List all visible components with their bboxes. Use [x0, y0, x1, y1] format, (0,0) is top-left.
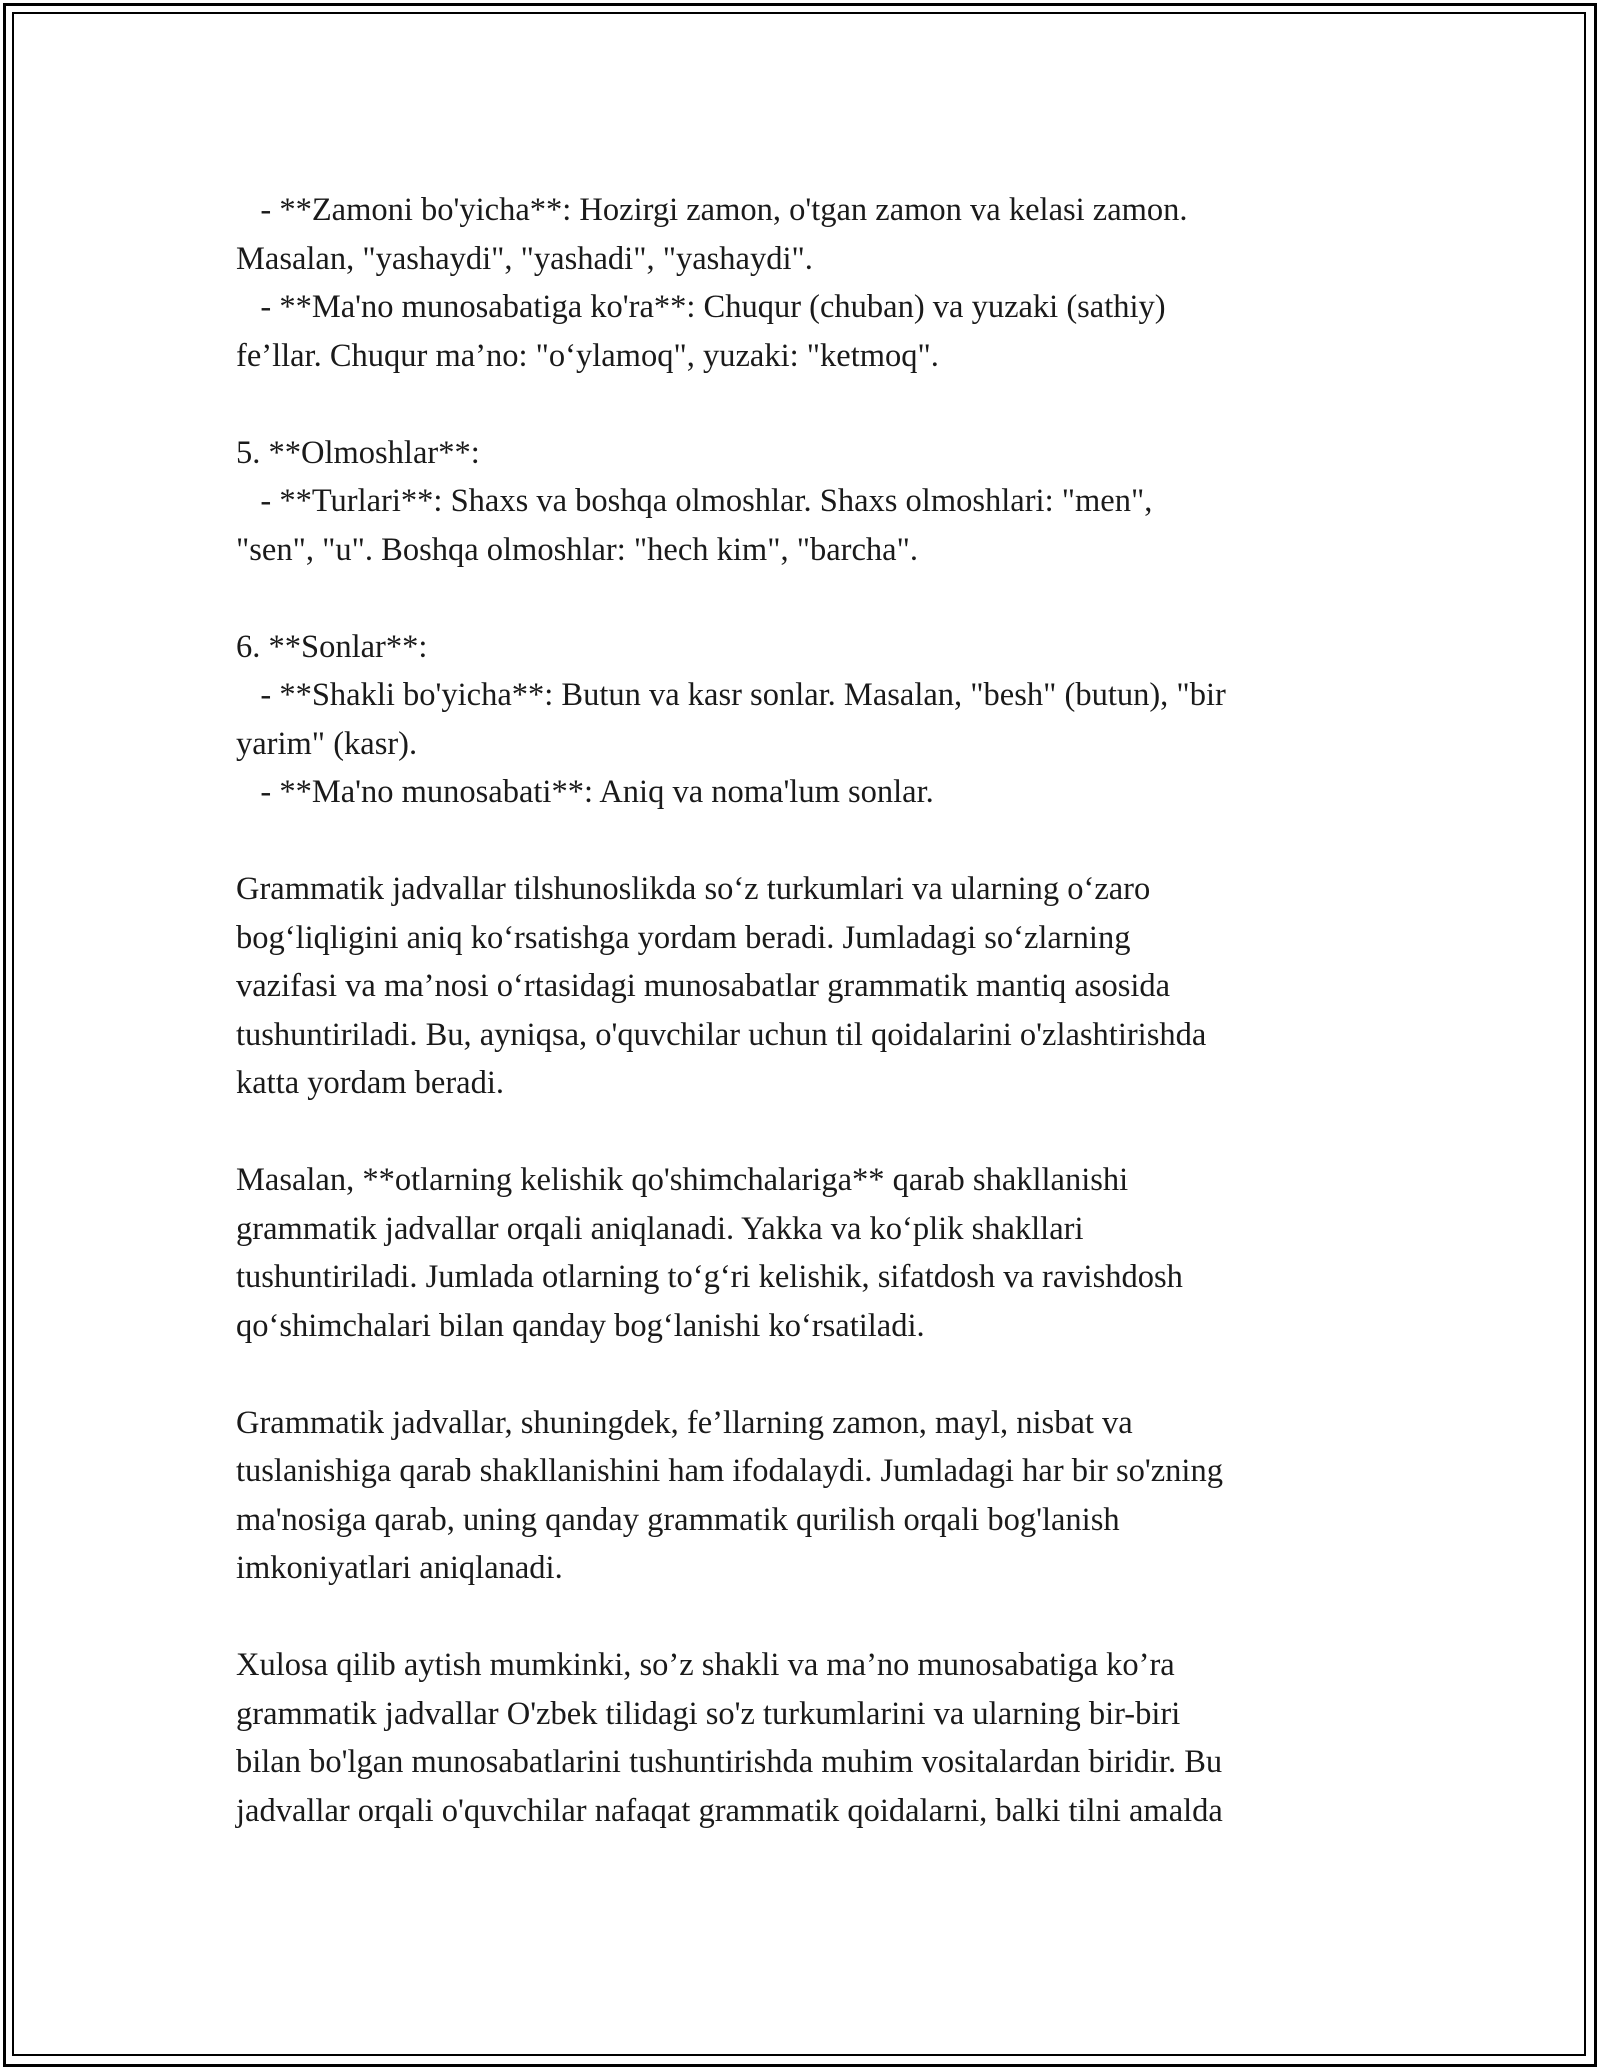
text-line: vazifasi va ma’nosi o‘rtasidagi munosabatlar grammatik mantiq asosida — [236, 968, 1171, 1004]
text-line: tushuntiriladi. Jumlada otlarning to‘g‘ri kelishik, sifatdosh va ravishdosh — [236, 1259, 1183, 1295]
paragraph-gap — [236, 1108, 1366, 1157]
paragraph-otlarning-kelishik — [236, 1156, 1366, 1350]
text-line: Masalan, "yashaydi", "yashadi", "yashaydi". — [236, 240, 813, 277]
list-item-zamoni: - **Zamoni bo'yicha**: Hozirgi zamon, o'tgan zamon va kelasi zamon. — [236, 192, 1188, 228]
text-line: Xulosa qilib aytish mumkinki, so’z shakli va ma’no munosabatiga ko’ra — [236, 1647, 1175, 1683]
text-line: qo‘shimchalari bilan qanday bog‘lanishi ko‘rsatiladi. — [236, 1307, 925, 1344]
sonlar-section — [236, 623, 1366, 817]
text-line: grammatik jadvallar orqali aniqlanadi. Yakka va ko‘plik shakllari — [236, 1210, 1084, 1247]
text-line: Grammatik jadvallar, shuningdek, fe’llarning zamon, mayl, nisbat va — [236, 1404, 1133, 1441]
list-item-turlari: - **Turlari**: Shaxs va boshqa olmoshlar. Shaxs olmoshlari: "men", — [236, 483, 1153, 519]
section-heading-olmoshlar: 5. **Olmoshlar**: — [236, 434, 480, 471]
text-line: Grammatik jadvallar tilshunoslikda so‘z turkumlari va ularning o‘zaro — [236, 871, 1151, 907]
list-item-mano-munosabatiga: - **Ma'no munosabatiga ko'ra**: Chuqur (chuban) va yuzaki (sathiy) — [236, 289, 1166, 325]
text-line: katta yordam beradi. — [236, 1065, 505, 1101]
fellar-list-continuation — [236, 186, 1366, 380]
text-line: imkoniyatlari aniqlanadi. — [236, 1550, 563, 1586]
olmoshlar-section — [236, 429, 1366, 575]
document-body — [236, 186, 1366, 1835]
paragraph-gap — [236, 1593, 1366, 1642]
list-item-shakli: - **Shakli bo'yicha**: Butun va kasr sonlar. Masalan, "besh" (butun), "bir — [236, 677, 1226, 713]
paragraph-gap — [236, 380, 1366, 429]
paragraph-gap — [236, 1350, 1366, 1399]
text-line: fe’llar. Chuqur ma’no: "o‘ylamoq", yuzaki: "ketmoq". — [236, 337, 939, 374]
paragraph-gap — [236, 574, 1366, 623]
list-item-mano-munosabati: - **Ma'no munosabati**: Aniq va noma'lum sonlar. — [236, 774, 934, 810]
text-line: "sen", "u". Boshqa olmoshlar: "hech kim", "barcha". — [236, 531, 918, 568]
section-heading-sonlar: 6. **Sonlar**: — [236, 628, 428, 665]
text-line: jadvallar orqali o'quvchilar nafaqat grammatik qoidalarni, balki tilni amalda — [236, 1792, 1223, 1829]
text-line: tuslanishiga qarab shakllanishini ham ifodalaydi. Jumladagi har bir so'zning — [236, 1453, 1223, 1489]
text-line: ma'nosiga qarab, uning qanday grammatik qurilish orqali bog'lanish — [236, 1501, 1120, 1538]
text-line: bilan bo'lgan munosabatlarini tushuntirishda muhim vositalardan biridir. Bu — [236, 1744, 1223, 1780]
paragraph-gap — [236, 817, 1366, 866]
text-line: tushuntiriladi. Bu, ayniqsa, o'quvchilar uchun til qoidalarini o'zlashtirishda — [236, 1016, 1207, 1053]
paragraph-xulosa — [236, 1641, 1366, 1835]
text-line: grammatik jadvallar O'zbek tilidagi so'z turkumlarini va ularning bir-biri — [236, 1695, 1181, 1732]
paragraph-grammatik-jadvallar — [236, 865, 1366, 1108]
text-line: Masalan, **otlarning kelishik qo'shimchalariga** qarab shakllanishi — [236, 1162, 1129, 1198]
text-line: bog‘liqligini aniq ko‘rsatishga yordam beradi. Jumladagi so‘zlarning — [236, 919, 1131, 956]
text-line: yarim" (kasr). — [236, 725, 418, 762]
paragraph-fellarning-zamon — [236, 1399, 1366, 1593]
